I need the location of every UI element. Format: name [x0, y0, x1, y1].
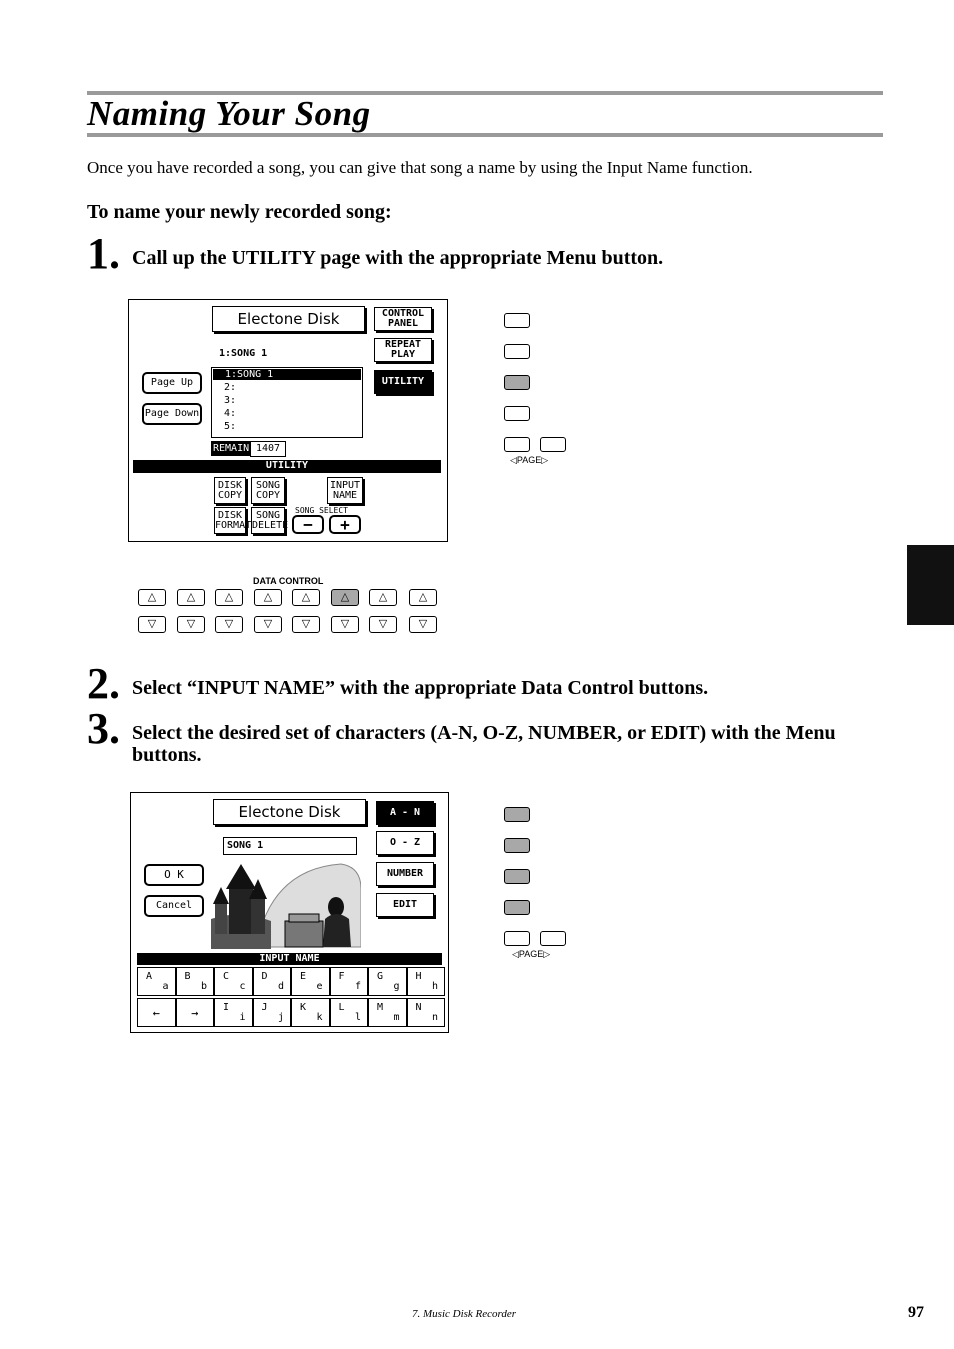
key-upper-char: N: [415, 1002, 422, 1013]
key-lower-char: h: [431, 981, 438, 992]
step-1-number: 1.: [87, 229, 120, 278]
page-title: Naming Your Song: [87, 94, 371, 133]
current-song: 1:SONG 1: [219, 348, 268, 359]
song-select-plus-button[interactable]: +: [329, 515, 361, 534]
menu-o-z[interactable]: O - Z: [376, 831, 434, 855]
keyboard-key[interactable]: [176, 998, 215, 1027]
chapter-tab: [907, 545, 954, 625]
data-control-up-button[interactable]: △: [215, 589, 243, 606]
menu-key-3-active[interactable]: [504, 375, 530, 390]
key-upper-char: F: [338, 971, 345, 982]
intro-text: Once you have recorded a song, you can give that song a name by using the Input Name function.: [87, 158, 753, 177]
screen-title: Electone Disk: [213, 799, 366, 825]
menu-number[interactable]: NUMBER: [376, 862, 434, 886]
menu-a-n[interactable]: A - N: [376, 801, 434, 825]
input-name-bar: INPUT NAME: [137, 953, 442, 965]
data-control-up-button[interactable]: △: [254, 589, 282, 606]
data-control-down-button[interactable]: ▽: [138, 616, 166, 633]
footer-chapter: 7. Music Disk Recorder: [412, 1308, 517, 1320]
data-control-down-button[interactable]: ▽: [177, 616, 205, 633]
remain-value: 1407: [250, 441, 286, 457]
data-control-down-button[interactable]: ▽: [409, 616, 437, 633]
key-lower-char: f: [354, 981, 361, 992]
data-control-down-button[interactable]: ▽: [331, 616, 359, 633]
key-lower-char: l: [354, 1012, 361, 1023]
menu-key-1-active[interactable]: [504, 807, 530, 822]
ok-button[interactable]: O K: [144, 864, 204, 886]
data-control-up-button-active[interactable]: △: [331, 589, 359, 606]
key-lower-char: n: [431, 1012, 438, 1023]
data-control-up-button[interactable]: △: [409, 589, 437, 606]
keyboard-key[interactable]: [330, 967, 369, 996]
key-lower-char: g: [393, 981, 400, 992]
title-rule-bottom: [87, 133, 883, 137]
key-upper-char: H: [415, 971, 422, 982]
screen-title: Electone Disk: [212, 306, 365, 332]
song-list-item[interactable]: 5:: [224, 421, 237, 432]
song-list-item[interactable]: 3:: [224, 395, 237, 406]
key-lower-char: a: [162, 981, 169, 992]
menu-key-4-active[interactable]: [504, 900, 530, 915]
keyboard-key[interactable]: [253, 998, 292, 1027]
arrow-left-icon: ←: [152, 1006, 160, 1020]
disk-copy-button[interactable]: DISK COPY: [214, 477, 246, 504]
song-name-input[interactable]: SONG 1: [223, 837, 357, 855]
keyboard-key[interactable]: [176, 967, 215, 996]
subheading: To name your newly recorded song:: [87, 201, 392, 223]
input-name-button[interactable]: INPUT NAME: [327, 477, 363, 504]
keyboard-key[interactable]: [137, 998, 176, 1027]
key-upper-char: I: [223, 1002, 230, 1013]
data-control-up-button[interactable]: △: [292, 589, 320, 606]
page-number: 97: [908, 1304, 924, 1321]
keyboard-key[interactable]: [253, 967, 292, 996]
data-control-down-button[interactable]: ▽: [292, 616, 320, 633]
menu-key-4[interactable]: [504, 406, 530, 421]
step-3-number: 3.: [87, 704, 120, 753]
page-right-key[interactable]: [540, 437, 566, 452]
key-upper-char: J: [261, 1002, 268, 1013]
key-lower-char: k: [316, 1012, 323, 1023]
data-control-label: DATA CONTROL: [253, 576, 324, 586]
key-upper-char: E: [300, 971, 307, 982]
song-select-label: SONG SELECT: [295, 506, 348, 515]
key-upper-char: A: [146, 971, 153, 982]
key-lower-char: b: [200, 981, 207, 992]
castle-organ-illustration: [211, 859, 361, 949]
key-upper-char: G: [377, 971, 384, 982]
song-delete-button[interactable]: SONG DELETE: [251, 507, 285, 534]
step-3-text: Select the desired set of characters (A-N, O-Z, NUMBER, or EDIT) with the Menu buttons.: [132, 722, 836, 766]
song-select-minus-button[interactable]: −: [292, 515, 324, 534]
key-lower-char: d: [277, 981, 284, 992]
key-lower-char: e: [316, 981, 323, 992]
keyboard-key[interactable]: [291, 967, 330, 996]
data-control-up-button[interactable]: △: [138, 589, 166, 606]
triangle-right-icon: ▷: [543, 949, 551, 959]
data-control-up-button[interactable]: △: [177, 589, 205, 606]
key-upper-char: M: [377, 1002, 384, 1013]
step-2-text: Select “INPUT NAME” with the appropriate Data Control buttons.: [132, 677, 709, 699]
data-control-down-button[interactable]: ▽: [254, 616, 282, 633]
step-1-text: Call up the UTILITY page with the appropriate Menu button.: [132, 247, 664, 269]
keyboard-key[interactable]: [407, 967, 446, 996]
key-lower-char: c: [239, 981, 246, 992]
triangle-left-icon: ◁: [510, 455, 517, 465]
page-down-button[interactable]: Page Down: [142, 403, 202, 425]
song-list-item[interactable]: 2:: [224, 382, 237, 393]
data-control-down-button[interactable]: ▽: [369, 616, 397, 633]
triangle-right-icon: ▷: [541, 455, 549, 465]
disk-format-button[interactable]: DISK FORMAT: [214, 507, 246, 534]
data-control-down-button[interactable]: ▽: [215, 616, 243, 633]
key-upper-char: L: [338, 1002, 345, 1013]
triangle-left-icon: ◁: [512, 949, 519, 959]
menu-key-1[interactable]: [504, 313, 530, 328]
song-list-item[interactable]: 1:SONG 1: [213, 369, 361, 380]
song-list[interactable]: [211, 367, 363, 438]
menu-key-2[interactable]: [504, 344, 530, 359]
input-name-screen: [130, 792, 449, 1033]
page-left-key[interactable]: [504, 437, 530, 452]
keyboard-key[interactable]: [330, 998, 369, 1027]
key-lower-char: m: [393, 1012, 400, 1023]
menu-repeat-play[interactable]: REPEAT PLAY: [374, 338, 432, 362]
menu-edit[interactable]: EDIT: [376, 893, 434, 917]
key-upper-char: B: [184, 971, 191, 982]
utility-bar: UTILITY: [133, 460, 441, 473]
menu-utility[interactable]: UTILITY: [374, 370, 432, 394]
page-key-label: ◁PAGE▷: [512, 949, 551, 959]
page-key-label: ◁PAGE▷: [510, 455, 549, 465]
keyboard-key[interactable]: [368, 967, 407, 996]
key-upper-char: C: [223, 971, 230, 982]
key-upper-char: K: [300, 1002, 307, 1013]
step-2-number: 2.: [87, 659, 120, 708]
utility-screen: [128, 299, 448, 542]
data-control-up-button[interactable]: △: [369, 589, 397, 606]
song-list-item[interactable]: 4:: [224, 408, 237, 419]
keyboard-key[interactable]: [214, 967, 253, 996]
page-right-key[interactable]: [540, 931, 566, 946]
menu-control-panel[interactable]: CONTROL PANEL: [374, 307, 432, 331]
key-lower-char: j: [277, 1012, 284, 1023]
page-left-key[interactable]: [504, 931, 530, 946]
page-up-button[interactable]: Page Up: [142, 372, 202, 394]
keyboard-key[interactable]: [368, 998, 407, 1027]
cancel-button[interactable]: Cancel: [144, 895, 204, 917]
song-copy-button[interactable]: SONG COPY: [251, 477, 285, 504]
remain-label: REMAIN: [213, 443, 250, 454]
menu-key-3-active[interactable]: [504, 869, 530, 884]
key-lower-char: i: [239, 1012, 246, 1023]
arrow-right-icon: →: [191, 1006, 199, 1020]
keyboard-key[interactable]: [137, 967, 176, 996]
keyboard-key[interactable]: [407, 998, 446, 1027]
key-upper-char: D: [261, 971, 268, 982]
menu-key-2-active[interactable]: [504, 838, 530, 853]
keyboard-key[interactable]: [214, 998, 253, 1027]
keyboard-key[interactable]: [291, 998, 330, 1027]
